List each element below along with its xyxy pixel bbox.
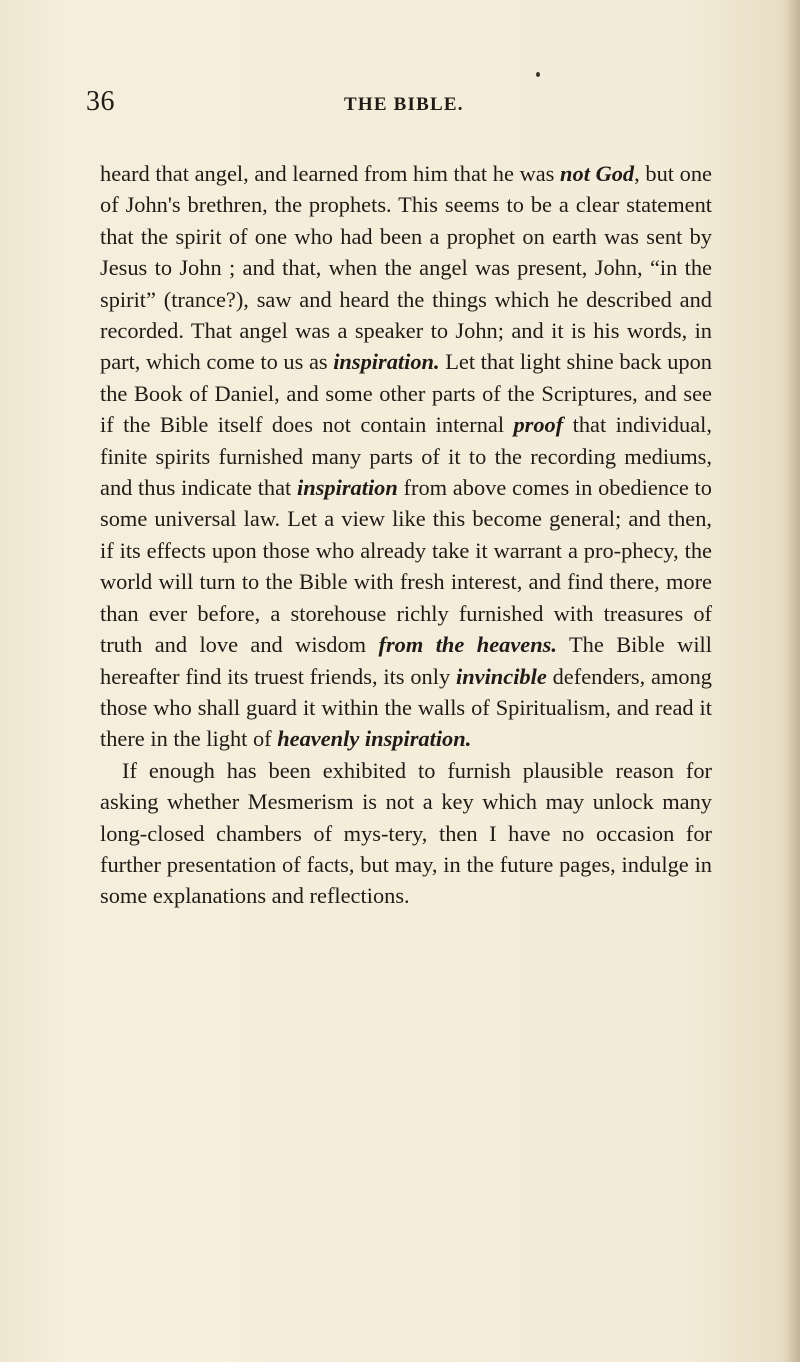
- text-run: heard that angel, and learned from him that he was: [100, 161, 561, 186]
- italic-phrase: inspiration: [297, 475, 398, 501]
- page-edge-shadow: [786, 0, 800, 1362]
- text-run: that individual, finite spirits furnished many parts of it to the recording mediums, and thus indicate that: [100, 412, 712, 501]
- text-run: defenders, among those who shall guard it within the walls of Spiritualism, and read it there in the light of: [100, 663, 712, 752]
- ink-speck: [536, 72, 540, 77]
- italic-phrase: heavenly inspiration.: [277, 726, 472, 752]
- body-text: [100, 158, 712, 912]
- italic-phrase: proof: [513, 412, 564, 438]
- paragraph-2: [100, 755, 712, 912]
- italic-phrase: not God: [560, 161, 635, 186]
- paragraph-1: [100, 158, 712, 755]
- text-run: If enough has been exhibited to furnish plausible reason for asking whether Mesmerism is not a key which may unlock many long-closed chambers of mys-tery, then I have no occasion for further presentation of facts, but may, in the future pages, indulge in some explanations and reflections.: [100, 757, 712, 909]
- text-run: Let that light shine back upon the Book of Daniel, and some other parts of the Scriptures, and see if the Bible itself does not contain internal: [100, 349, 712, 438]
- text-run: from above comes in obedience to some universal law. Let a view like this become general; and then, if its effects upon those who already take it warrant a pro-phecy, the world will turn to the Bible with fresh interest, and find there, more than ever before, a storehouse richly furnished with treasures of truth and love and wisdom: [100, 475, 712, 658]
- italic-phrase: from the heavens.: [378, 632, 557, 658]
- text-run: The Bible will hereafter find its truest friends, its only: [100, 632, 712, 689]
- running-head: THE BIBLE.: [344, 94, 464, 115]
- page-header: [86, 86, 726, 130]
- italic-phrase: invincible: [455, 663, 547, 689]
- text-run: , but one of John's brethren, the prophets. This seems to be a clear statement that the spirit of one who had been a prophet on earth was sent by Jesus to John ; and that, when the angel was present, John, “in the spirit” (trance?), saw and heard the things which he described and recorded. That angel was a speaker to John; and it is his words, in part, which come to us as: [100, 161, 712, 375]
- italic-phrase: inspiration.: [333, 349, 440, 375]
- page-number: 36: [86, 86, 115, 117]
